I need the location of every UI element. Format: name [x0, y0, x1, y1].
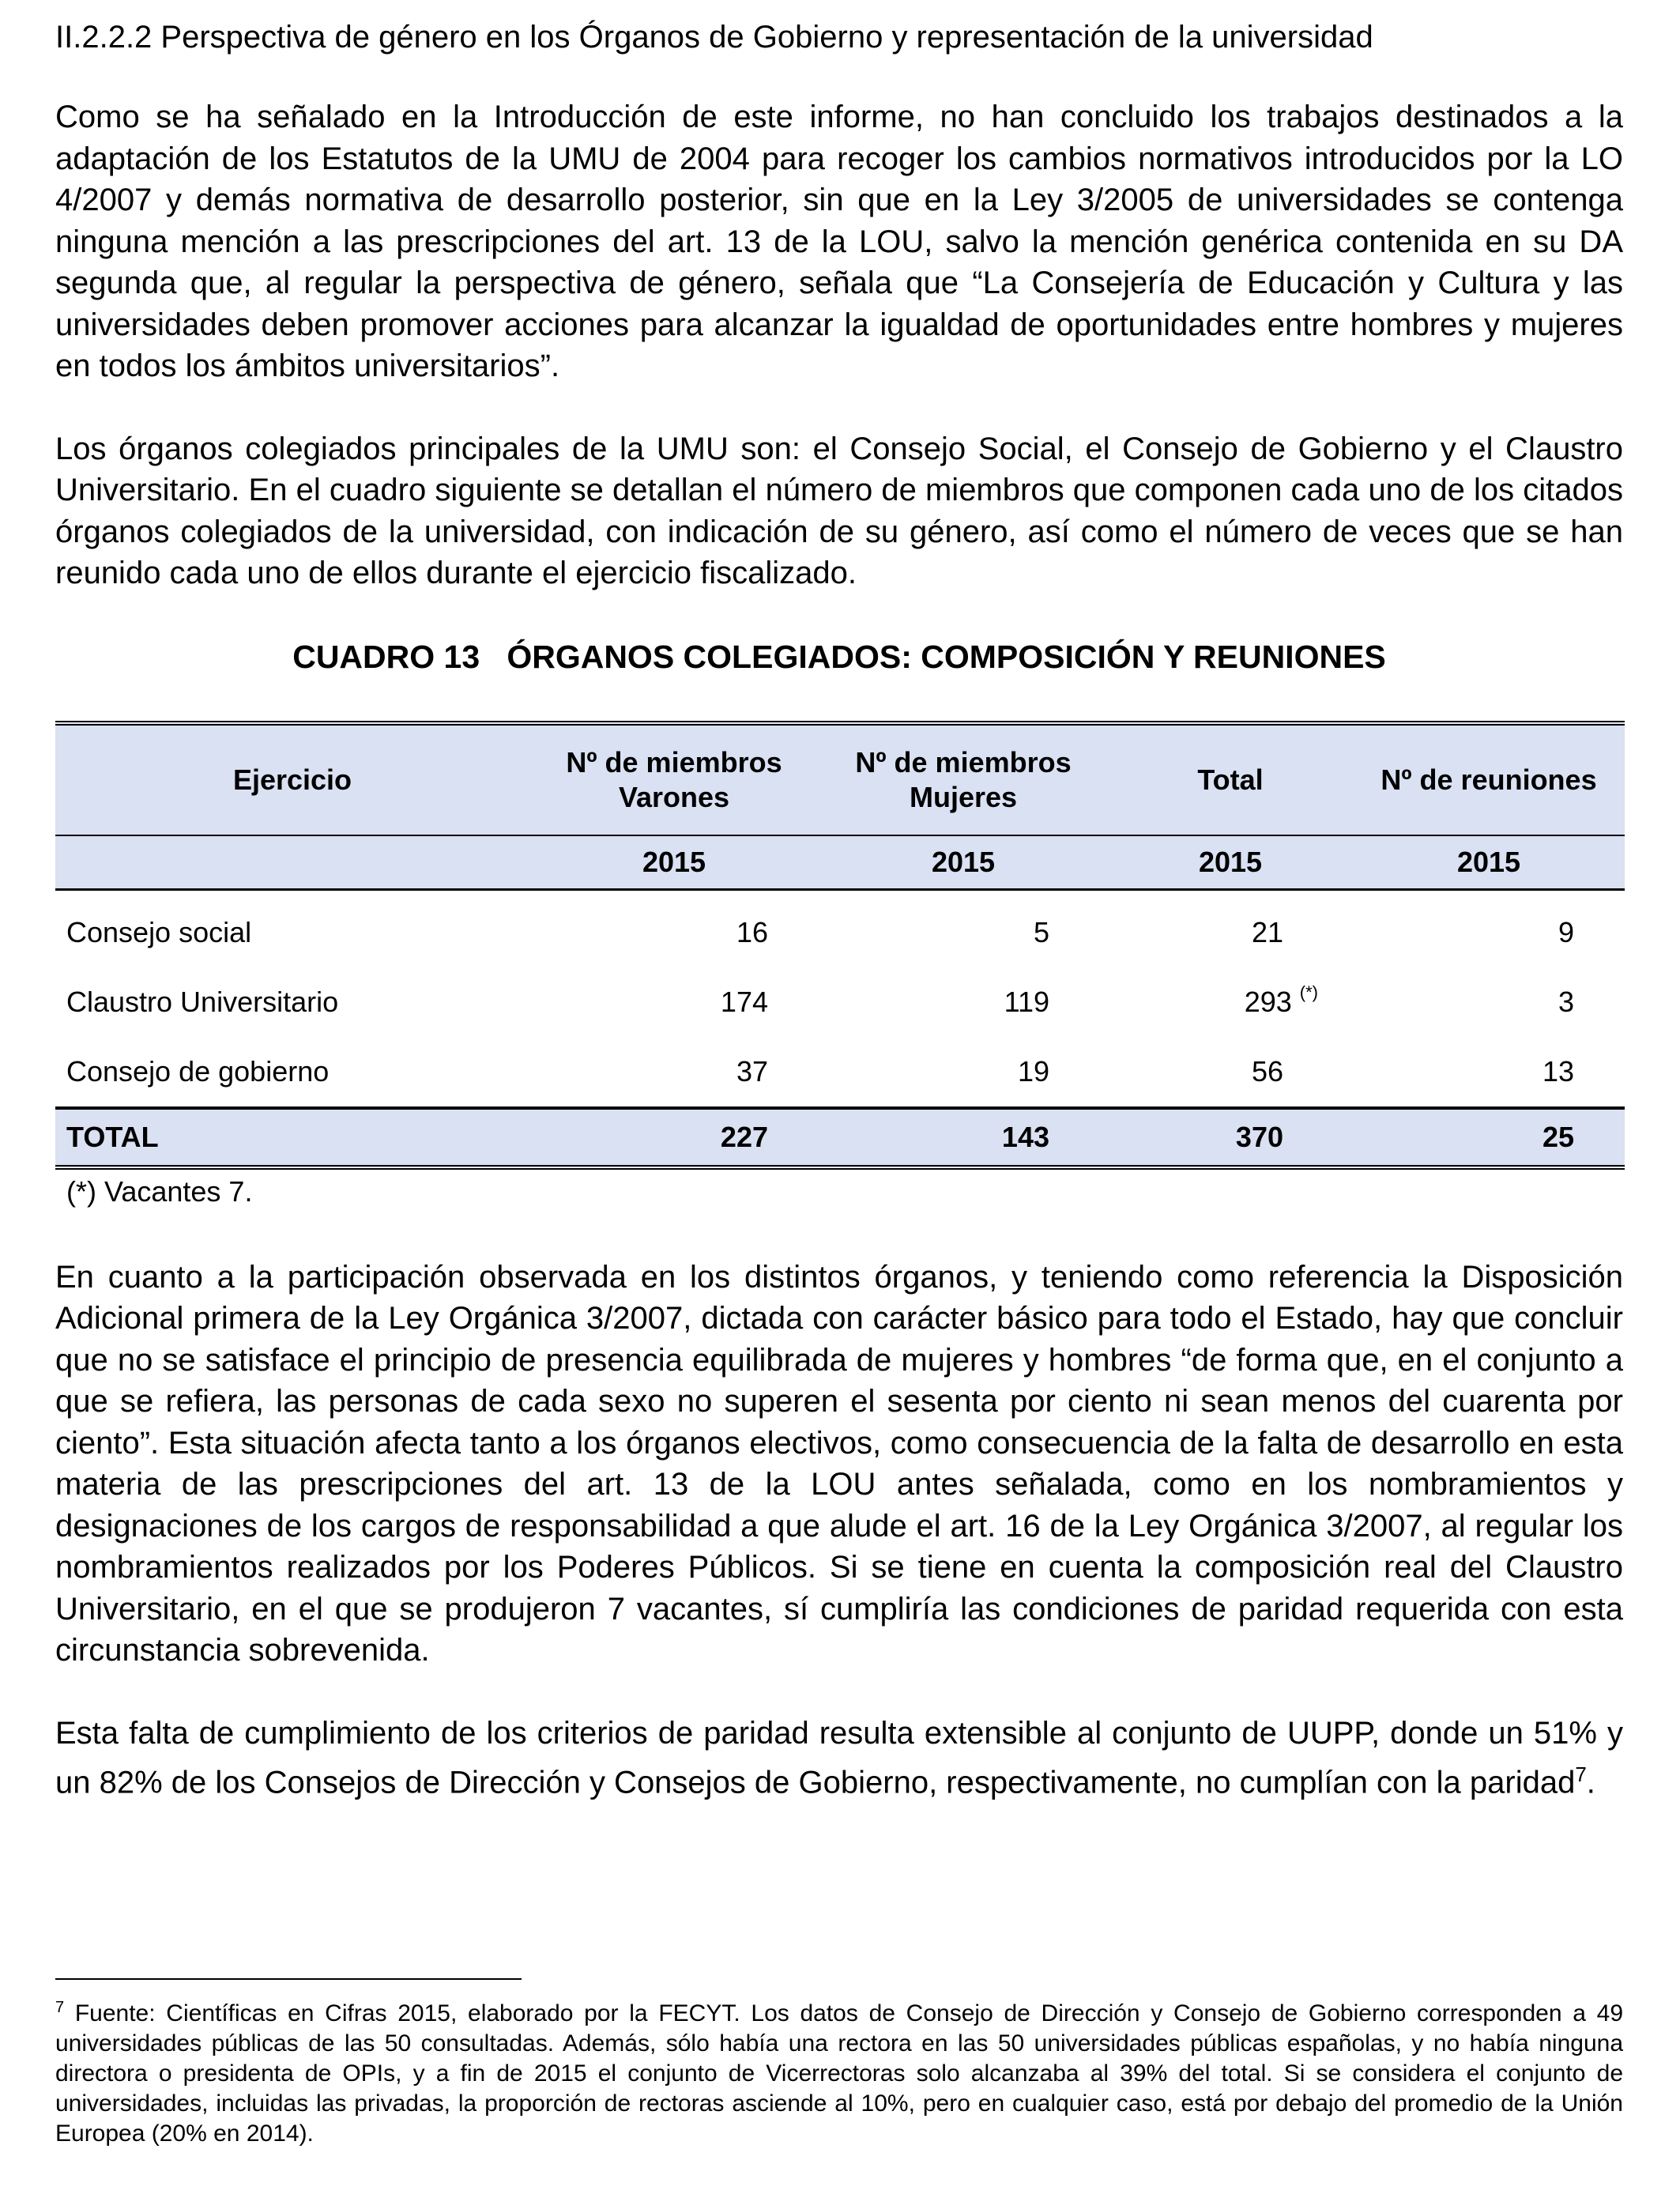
table-row: Claustro Universitario 174 119 293 (*) 3	[66, 982, 1574, 1018]
year-varones: 2015	[529, 835, 819, 890]
header-total: Total	[1108, 723, 1353, 835]
paragraph-participacion: En cuanto a la participación observada en los distintos órganos, y teniendo como referencia la Disposición Adicional primera de la Ley Orgánica 3/2007, dictada con carácter básico para todo el Estado, hay que concluir que no se satisface el principio de presencia equilibrada de mujeres y hombres “de forma que, en el conjunto a que se refiera, las personas de cada sexo no superen el sesenta por ciento ni sean menos del cuarenta por ciento”. Esta situación afecta tanto a los órganos electivos, como consecuencia de la falta de desarrollo en esta materia de las prescripciones del art. 13 de la LOU antes señalada, como en los nombramientos y designaciones de los cargos de responsabilidad a que alude el art. 16 de la Ley Orgánica 3/2007, al regular los nombramientos realizados por los Poderes Públicos. Si se tiene en cuenta la composición real del Claustro Universitario, en el que se produjeron 7 vacantes, sí cumpliría las condiciones de paridad requerida con esta circunstancia sobrevenida.	[55, 1259, 1623, 1668]
year-mujeres: 2015	[819, 835, 1108, 890]
table-total-row: TOTAL 227 143 370 25	[55, 1108, 1625, 1167]
section-heading: II.2.2.2 Perspectiva de género en los Órganos de Gobierno y representación de la universidad	[55, 20, 1373, 55]
table-note: (*) Vacantes 7.	[66, 1174, 253, 1208]
table-row: Consejo de gobierno 37 19 56 13	[66, 1054, 1574, 1088]
table-header-row	[55, 723, 1625, 835]
header-reuniones: Nº de reuniones	[1353, 723, 1625, 835]
paragraph-paridad: Esta falta de cumplimiento de los criterios de paridad resulta extensible al conjunto de UUPP, donde un 51% y un 82% de los Consejos de Dirección y Consejos de Gobierno, respectivamente, no cumplían con la paridad$^7$.	[55, 1715, 1623, 1800]
table-title: CUADRO 13 ÓRGANOS COLEGIADOS: COMPOSICIÓN Y REUNIONES	[292, 638, 1386, 675]
footnote-number: 7	[55, 1999, 65, 2016]
header-ejercicio: Ejercicio	[55, 723, 529, 835]
vacantes-marker: (*)	[1299, 982, 1318, 1002]
footnote	[55, 1992, 1623, 2149]
year-reuniones: 2015	[1353, 835, 1625, 890]
year-total: 2015	[1108, 835, 1353, 890]
header-varones: Nº de miembros Varones	[529, 723, 819, 835]
table-row: Consejo social 16 5 21 9	[66, 915, 1574, 948]
table-year-row	[55, 835, 1625, 890]
paragraph-organos: Los órganos colegiados principales de la UMU son: el Consejo Social, el Consejo de Gobierno y el Claustro Universitario. En el cuadro siguiente se detallan el número de miembros que componen cada uno de los citados órganos colegiados de la universidad, con indicación de su género, así como el número de veces que se han reunido cada uno de ellos durante el ejercicio fiscalizado.	[55, 431, 1623, 590]
footnote-text: Fuente: Científicas en Cifras 2015, elaborado por la FECYT. Los datos de Consejo de Dirección y Consejo de Gobierno corresponden a 49 universidades públicas de las 50 consultadas. Además, sólo había una rectora en las 50 universidades públicas españolas, y no había ninguna directora o presidenta de OPIs, y a fin de 2015 el conjunto de Vicerrectoras solo alcanzaba al 39% del total. Si se considera el conjunto de universidades, incluidas las privadas, la proporción de rectoras asciende al 10%, pero en cualquier caso, está por debajo del promedio de la Unión Europea (20% en 2014).	[55, 2000, 1623, 2147]
footnote-ref[interactable]: 7	[1575, 1762, 1587, 1786]
header-mujeres: Nº de miembros Mujeres	[819, 723, 1108, 835]
footnote-divider	[55, 1978, 522, 1980]
organos-table	[55, 721, 1625, 1170]
paragraph-intro: Como se ha señalado en la Introducción de este informe, no han concluido los trabajos destinados a la adaptación de los Estatutos de la UMU de 2004 para recoger los cambios normativos introducidos por la LO 4/2007 y demás normativa de desarrollo posterior, sin que en la Ley 3/2005 de universidades se contenga ninguna mención a las prescripciones del art. 13 de la LOU, salvo la mención genérica contenida en su DA segunda que, al regular la perspectiva de género, señala que “La Consejería de Educación y Cultura y las universidades deben promover acciones para alcanzar la igualdad de oportunidades entre hombres y mujeres en todos los ámbitos universitarios”.	[55, 100, 1623, 383]
document-page	[55, 17, 1623, 1845]
